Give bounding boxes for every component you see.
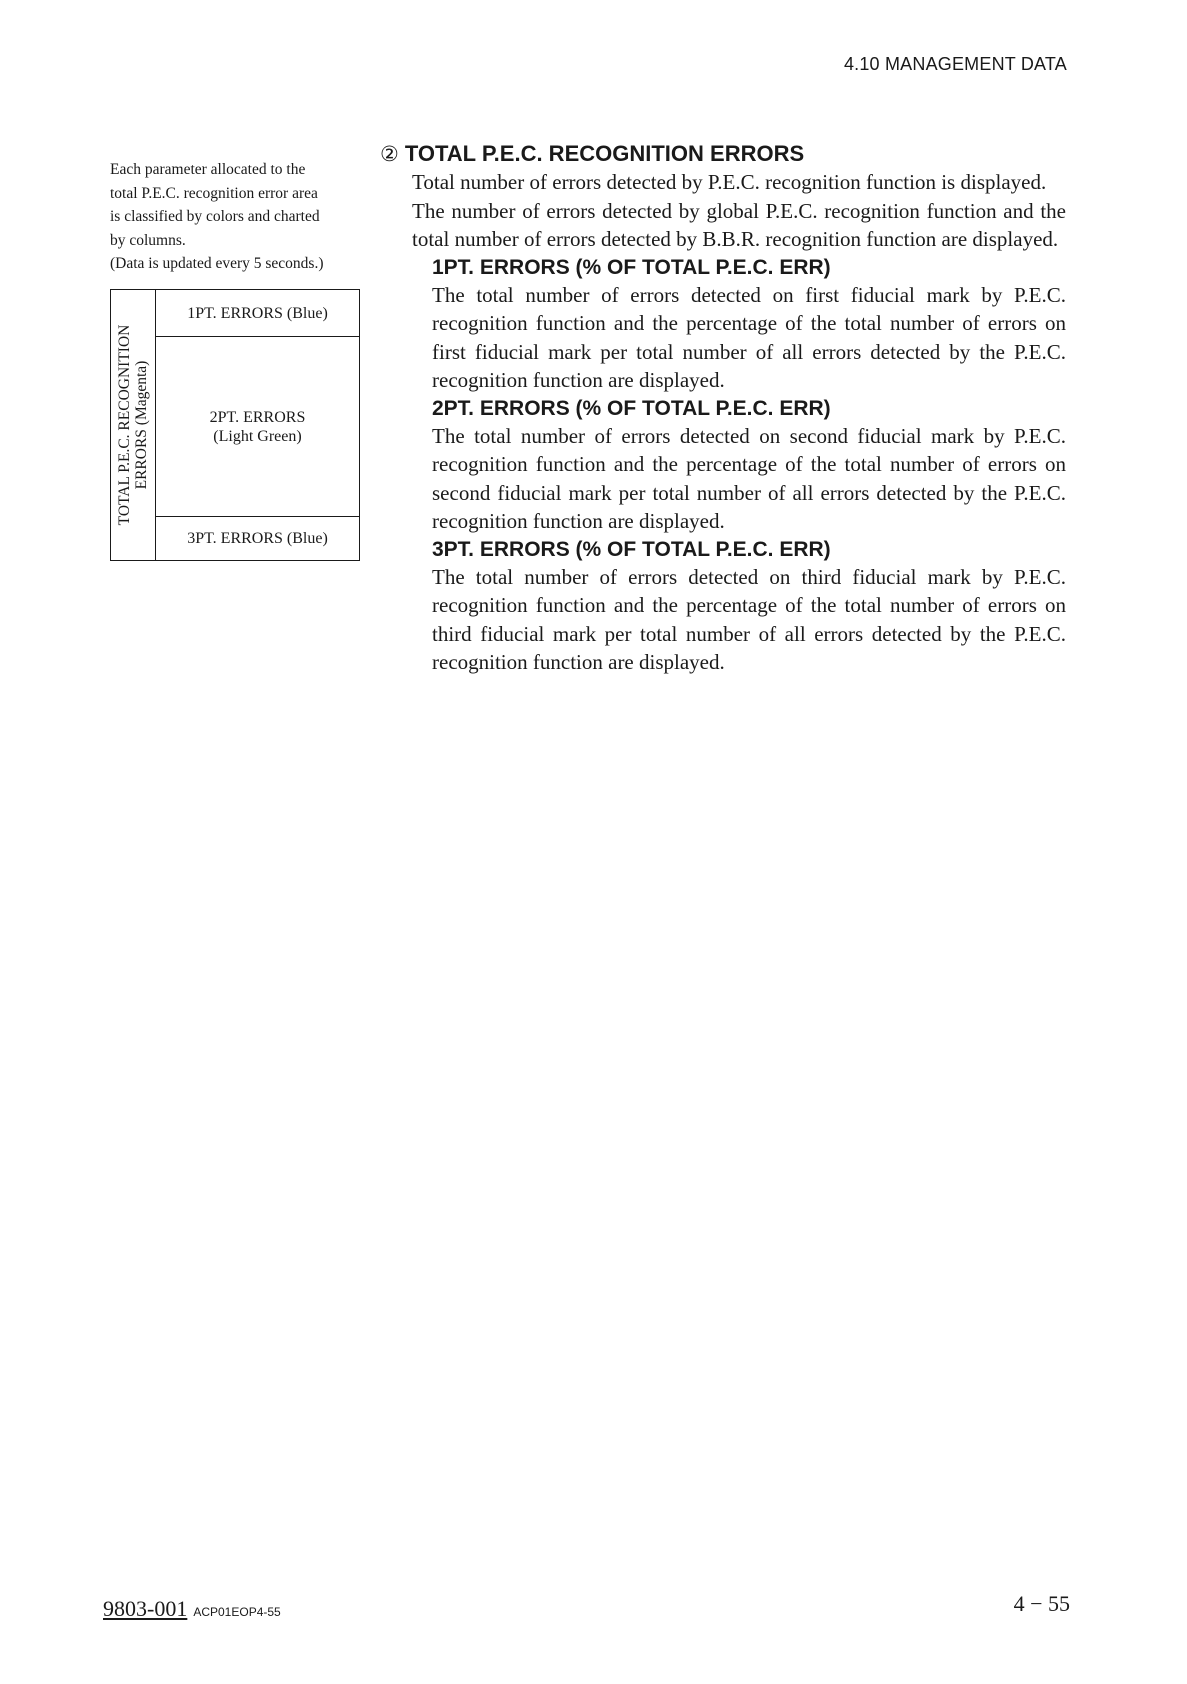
- page-number: 4 − 55: [1013, 1591, 1070, 1616]
- side-note-line: is classified by colors and charted: [110, 208, 320, 225]
- row-3pt-label: 3PT. ERRORS (Blue): [187, 530, 328, 547]
- side-note-line: by columns.: [110, 231, 186, 249]
- subheading-1pt: 1PT. ERRORS (% OF TOTAL P.E.C. ERR): [432, 255, 831, 279]
- diagram-row-1pt: [156, 290, 359, 337]
- side-label-line1: TOTAL P.E.C. RECOGNITION: [116, 324, 133, 526]
- side-note-line: (Data is updated every 5 seconds.): [110, 255, 324, 272]
- side-note-line: Each parameter allocated to the: [110, 161, 306, 178]
- error-area-diagram: [110, 289, 360, 561]
- row-2pt-label-line2: (Light Green): [213, 427, 302, 445]
- diagram-side-label: [111, 290, 156, 560]
- footer-doc-id: [103, 1596, 281, 1622]
- side-label-line2: ERRORS (Magenta): [133, 360, 150, 490]
- diagram-row-2pt: [156, 337, 359, 517]
- section-heading: [380, 140, 1066, 168]
- paragraph-2pt: The total number of errors detected on second fiducial mark by P.E.C. recognition function and the percentage of the total number of errors on second fiducial mark per total number of all errors detected by the P.E.C. recognition function are displayed.: [432, 423, 1066, 533]
- row-1pt-label: 1PT. ERRORS (Blue): [187, 304, 328, 322]
- doc-code: ACP01EOP4-55: [193, 1605, 281, 1619]
- side-note: [110, 158, 370, 276]
- circled-number: ②: [380, 142, 399, 166]
- row-2pt-label-line1: 2PT. ERRORS: [209, 408, 306, 426]
- paragraph-1: Total number of errors detected by P.E.C. recognition function is displayed.: [412, 170, 1047, 194]
- subheading-3pt: 3PT. ERRORS (% OF TOTAL P.E.C. ERR): [432, 537, 831, 561]
- main-content: [380, 140, 1066, 677]
- paragraph-1pt: The total number of errors detected on first fiducial mark by P.E.C. recognition function and the percentage of the total number of errors on first fiducial mark per total number of all errors detected by the P.E.C. recognition function are displayed.: [432, 282, 1066, 392]
- subheading-2pt: 2PT. ERRORS (% OF TOTAL P.E.C. ERR): [432, 396, 831, 420]
- side-note-line: total P.E.C. recognition error area: [110, 184, 318, 202]
- doc-number: 9803-001: [103, 1596, 188, 1621]
- running-header: 4.10 MANAGEMENT DATA: [843, 54, 1067, 74]
- paragraph-2: The number of errors detected by global P.E.C. recognition function and the total number of errors detected by B.B.R. recognition function are displayed.: [412, 198, 1066, 251]
- paragraph-3pt: The total number of errors detected on third fiducial mark by P.E.C. recognition function and the percentage of the total number of errors on third fiducial mark per total number of all errors detected by the P.E.C. recognition function are displayed.: [432, 564, 1066, 674]
- diagram-row-3pt: [156, 517, 359, 560]
- section-title: TOTAL P.E.C. RECOGNITION ERRORS: [404, 141, 805, 166]
